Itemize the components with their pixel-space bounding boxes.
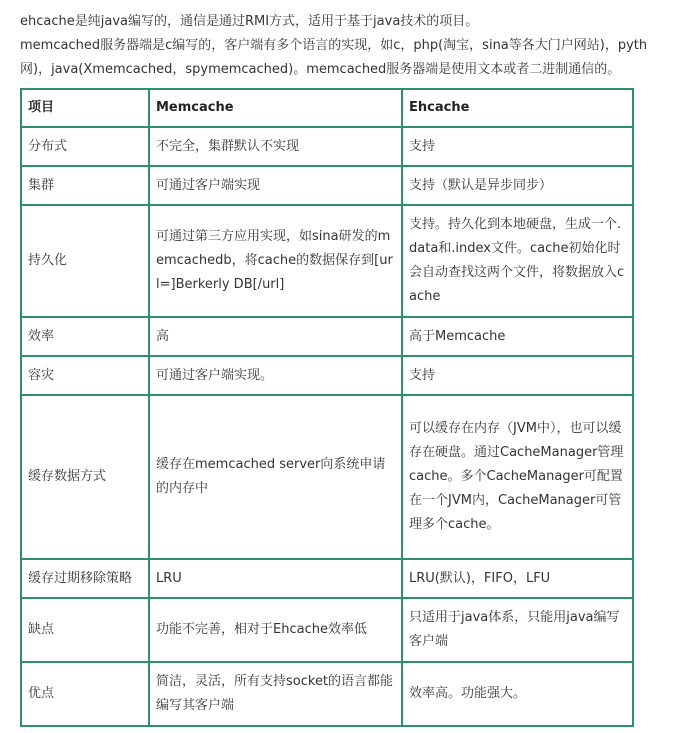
- row-label: 持久化: [21, 205, 149, 317]
- table-row: [21, 127, 633, 166]
- intro-line-3: 网)，java(Xmemcached，spymemcached)。memcached服务器端是使用文本或者二进制通信的。: [20, 62, 621, 77]
- row-label: 优点: [21, 662, 149, 726]
- table-row: [21, 559, 633, 598]
- comparison-table: [20, 88, 634, 727]
- ehcache-cell: LRU(默认)，FIFO，LFU: [402, 559, 633, 598]
- table-row: [21, 205, 633, 317]
- table-row: [21, 356, 633, 395]
- row-label: 效率: [21, 317, 149, 356]
- intro-line-2: memcached服务器端是c编写的，客户端有多个语言的实现，如c，php(淘宝，sina等各大门户网站)，pyth: [20, 38, 648, 53]
- intro-text: [20, 10, 676, 82]
- intro-line-1: ehcache是纯java编写的，通信是通过RMI方式，适用于基于java技术的项目。: [20, 14, 479, 29]
- table-row: [21, 395, 633, 559]
- memcache-cell: 可通过第三方应用实现，如sina研发的memcachedb，将cache的数据保存到[url=]Berkerly DB[/url]: [149, 205, 402, 317]
- row-label: 集群: [21, 166, 149, 205]
- ehcache-cell: 可以缓存在内存（JVM中），也可以缓存在硬盘。通过CacheManager管理cache。多个CacheManager可配置在一个JVM内，CacheManager可管理多个cache。: [402, 395, 633, 559]
- ehcache-cell: 支持。持久化到本地硬盘，生成一个.data和.index文件。cache初始化时会自动查找这两个文件，将数据放入cache: [402, 205, 633, 317]
- ehcache-cell: 只适用于java体系，只能用java编写客户端: [402, 598, 633, 662]
- row-label: 缓存数据方式: [21, 395, 149, 559]
- memcache-cell: 可通过客户端实现: [149, 166, 402, 205]
- table-header-row: [21, 89, 633, 127]
- header-item: 项目: [21, 89, 149, 127]
- memcache-cell: 高: [149, 317, 402, 356]
- memcache-cell: 缓存在memcached server向系统申请的内存中: [149, 395, 402, 559]
- table-row: [21, 598, 633, 662]
- ehcache-cell: 支持: [402, 127, 633, 166]
- table-row: [21, 166, 633, 205]
- memcache-cell: 简洁，灵活，所有支持socket的语言都能编写其客户端: [149, 662, 402, 726]
- row-label: 容灾: [21, 356, 149, 395]
- memcache-cell: LRU: [149, 559, 402, 598]
- header-ehcache: Ehcache: [402, 89, 633, 127]
- ehcache-cell: 支持: [402, 356, 633, 395]
- memcache-cell: 功能不完善，相对于Ehcache效率低: [149, 598, 402, 662]
- header-memcache: Memcache: [149, 89, 402, 127]
- table-row: [21, 662, 633, 726]
- row-label: 缺点: [21, 598, 149, 662]
- ehcache-cell: 效率高。功能强大。: [402, 662, 633, 726]
- memcache-cell: 不完全，集群默认不实现: [149, 127, 402, 166]
- ehcache-cell: 支持（默认是异步同步）: [402, 166, 633, 205]
- row-label: 缓存过期移除策略: [21, 559, 149, 598]
- ehcache-cell: 高于Memcache: [402, 317, 633, 356]
- table-row: [21, 317, 633, 356]
- memcache-cell: 可通过客户端实现。: [149, 356, 402, 395]
- row-label: 分布式: [21, 127, 149, 166]
